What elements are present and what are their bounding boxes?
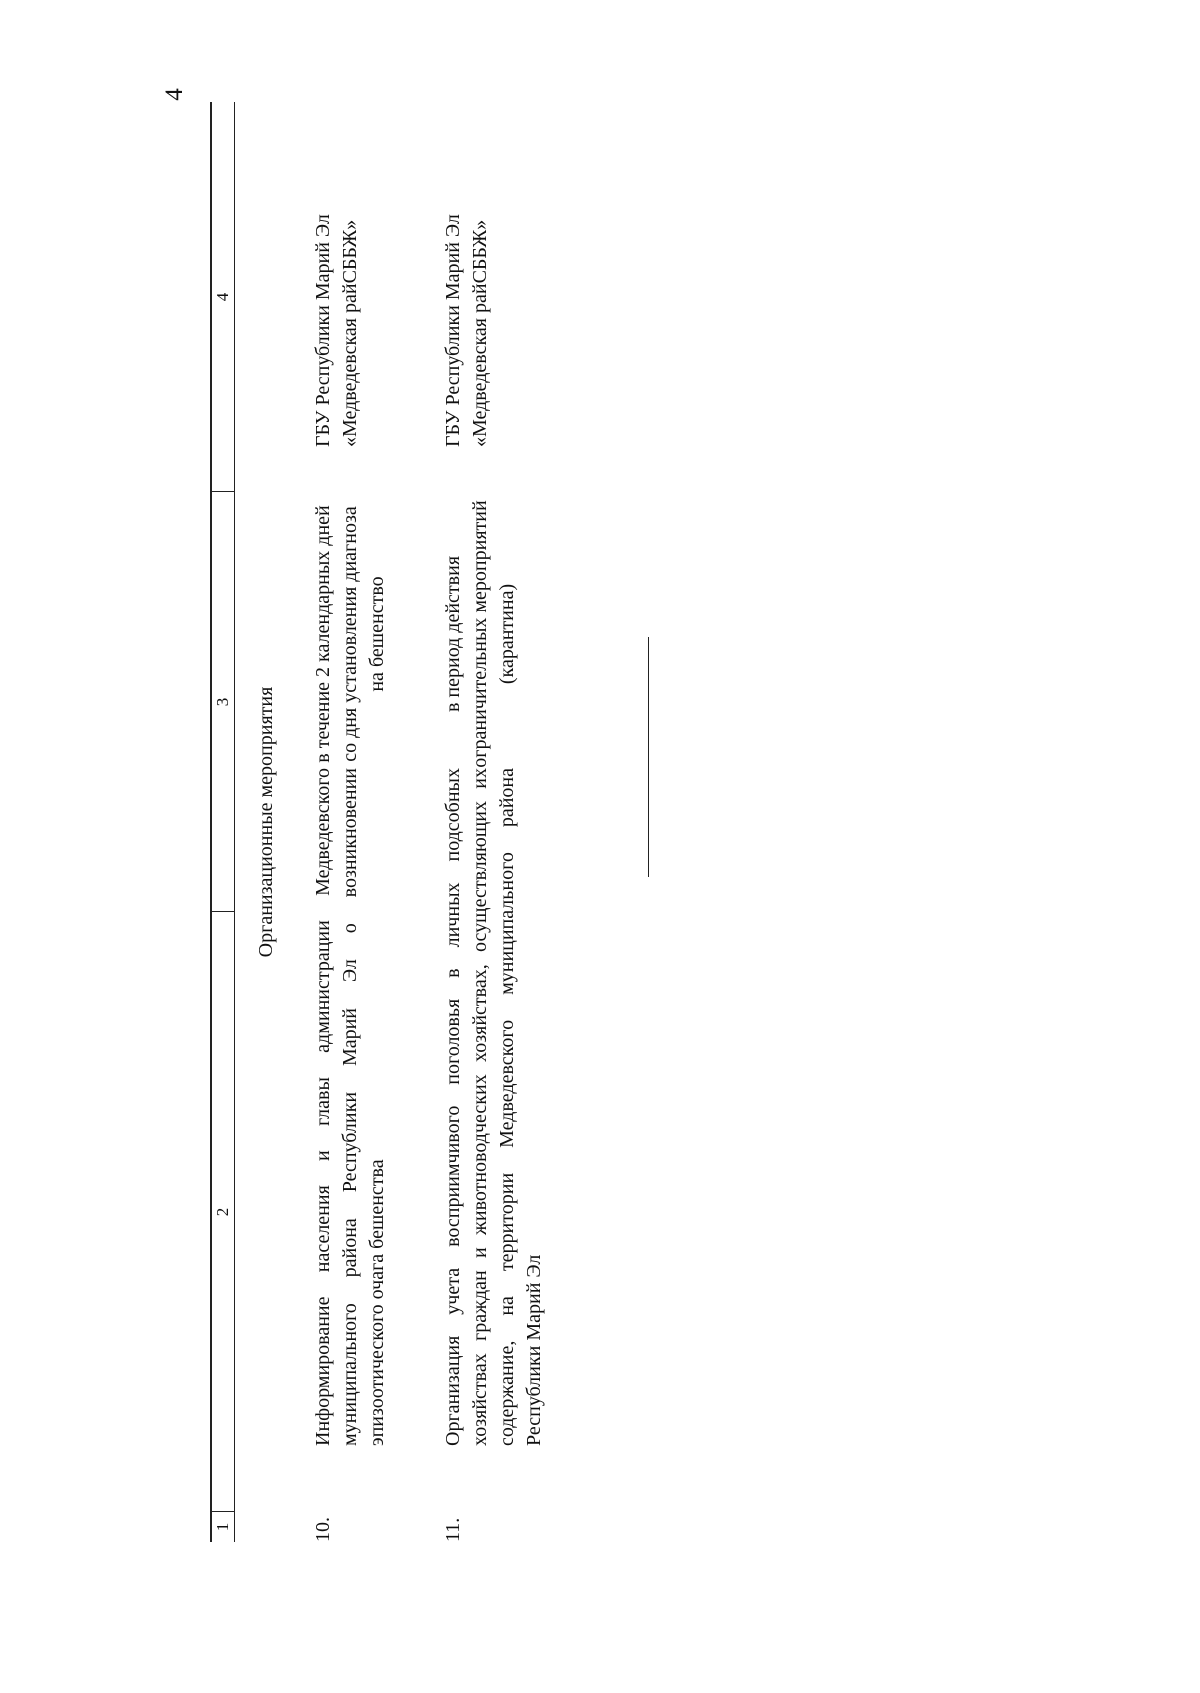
row-deadline: в течение 2 календарных дней со дня установления диагноза на бешенство <box>312 505 388 763</box>
table-header-row <box>210 102 235 1542</box>
header-col-4: 4 <box>213 292 232 302</box>
row-responsible: ГБУ Республики Марий Эл «Медведевская райСББЖ» <box>442 214 491 447</box>
row-responsible: ГБУ Республики Марий Эл «Медведевская райСББЖ» <box>312 214 361 447</box>
row-measure: Организация учета восприимчивого поголовья в личных подсобных хозяйствах граждан и животноводческих хозяйствах, осуществляющих их содержание, на территории Медведевского муниципального района Республики Марий Эл <box>442 768 545 1446</box>
row-number: 10. <box>312 1517 334 1542</box>
header-col-2: 2 <box>213 1207 232 1217</box>
end-separator-line <box>648 637 649 877</box>
page-number: 4 <box>160 88 188 101</box>
row-number: 11. <box>442 1517 464 1542</box>
row-measure: Информирование населения и главы администрации Медведевского муниципального района Республики Марий Эл о возникновении эпизоотического очага бешенства <box>312 768 388 1446</box>
header-col-1: 1 <box>213 1522 232 1532</box>
header-col-3: 3 <box>213 697 232 707</box>
section-title: Организационные мероприятия <box>255 686 277 958</box>
row-deadline: в период действия ограничительных мероприятий (карантина) <box>442 500 518 768</box>
rotated-table <box>210 102 650 1542</box>
